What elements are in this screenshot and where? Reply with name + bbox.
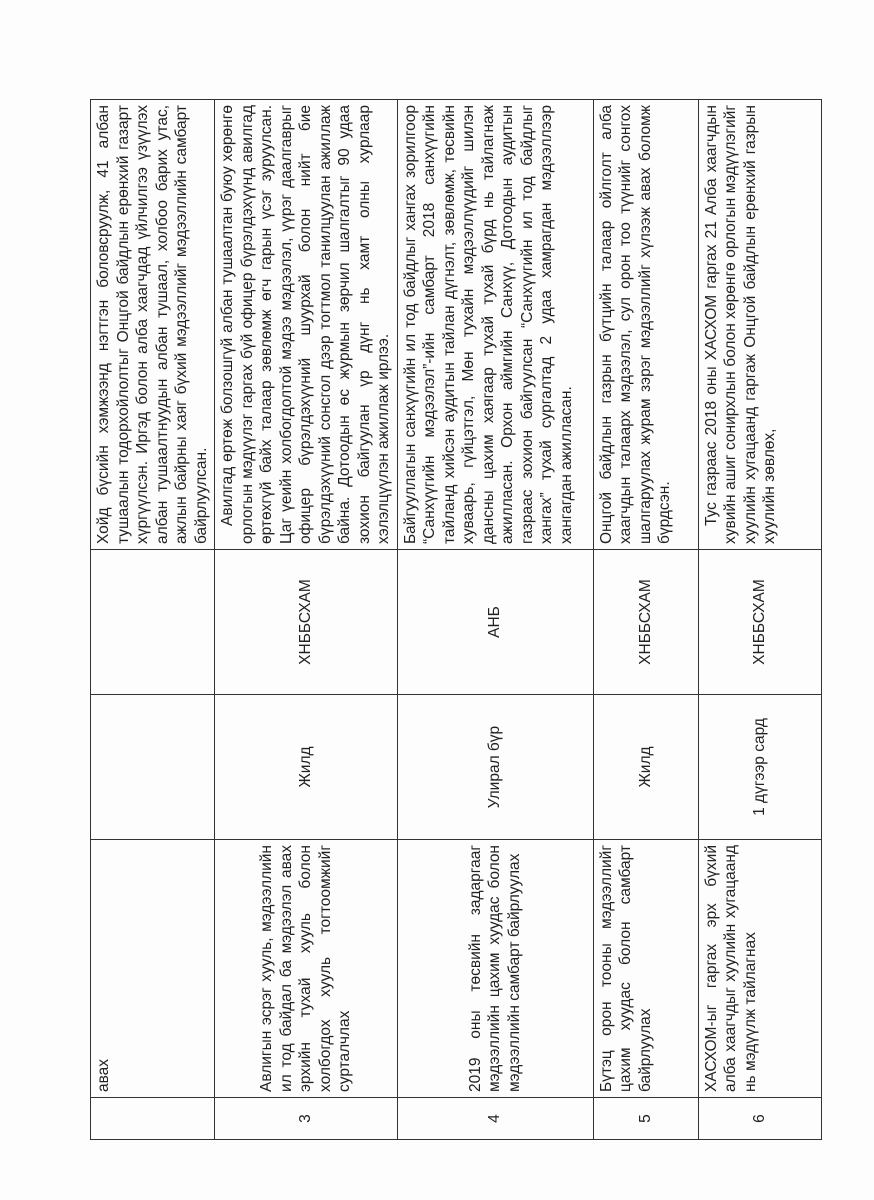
row-number: 3 (215, 1098, 398, 1140)
period-cell: Жилд (215, 695, 398, 840)
activity-cell: Авлигын эсрэг хууль, мэдээллийн ил тод байдал ба мэдээлэл авах эрхийн тухай хууль болон холбогдох хууль тогтоомжийг сурталчлах (215, 840, 398, 1098)
activity-cell: авах (91, 840, 215, 1098)
period-cell: Жилд (593, 695, 698, 840)
table-row (215, 100, 398, 1140)
period-cell (91, 695, 215, 840)
table-row (397, 100, 593, 1140)
row-number (91, 1098, 215, 1140)
table-row (698, 100, 821, 1140)
table-row (593, 100, 698, 1140)
responsible-cell (91, 550, 215, 695)
result-cell: Тус газраас 2018 оны ХАСХОМ гаргах 21 Алба хаагчдын хувийн ашиг сонирхлын болон хөрөнгө орлогын мэдүүлэгийг хуулийн хугацаанд гаргаж Онцгой байдлын ерөнхий газрын хуулийн зөвлөх, (698, 100, 821, 550)
result-cell: Байгууллагын санхүүгийн ил тод байдлыг хангах зорилгоор “Санхүүгийн мэдээлэл”-ийн самбарт 2018 санхүүгийн тайланд хийсэн аудитын тайлан дүгнэлт, зөвлөмж, төсвийн хуваарь, гүйцэтгэл, Мөн тухайн мэдээллүүдийг шилэн дансны цахим хаягаар тухай тухай бүрд нь тайлагнаж ажилласан. Орхон аймгийн Санхүү, Дотоодын аудитын газраас зохион байгуулсан “Санхүүгийн ил тод байдлыг хангах” тухай сургалтад 2 удаа хамрагдан мэдээллээр хангагдан ажилласан. (397, 100, 593, 550)
result-cell: Онцгой байдлын газрын бүтцийн талаар ойлголт алба хаагчдын талаарх мэдээлэл, сул орон тоо түүнийг сонгох шалгаруулах журам зэрэг мэдээллийг хүлээж авах боломж бүрдсэн. (593, 100, 698, 550)
row-number: 5 (593, 1098, 698, 1140)
activity-cell: Бүтэц орон тооны мэдээллийг цахим хуудас болон самбарт байрлуулах (593, 840, 698, 1098)
result-cell: Хойд бүсийн хэмжээнд нэгтгэн боловсруулж, 41 албан тушаалын тодорхойлолтыг Онцгой байдлын ерөнхий газарт хүргүүлсэн. Иргэд болон алба хаагчдад үйлчилгээ үзүүлэх албан тушаалтнуудын албан тушаал, холбоо барих утас, ажлын байрны хаяг бүхий мэдээллийг мэдээллийн самбарт байрлуулсан. (91, 100, 215, 550)
result-cell: Авилгад өртөж болзошгүй албан тушаалтан буюу хөрөнгө орлогын мэдүүлэг гаргах бүй офицер бүрэлдэхүүнд авилгад өртөхгүй байх талаар зөвлөмж өгч гарын үсэг зуруулсан. Цаг үеийн холбогдолтой мэдээ мэдээлэл, үүрэг даалгаврыг офицер бүрэлдэхүүний шуурхай болон нийт бие бүрэлдэхүүний сонсгол дээр тогтмол танилцуулан ажиллаж байна. Дотоодын өс журмын зөрчил шалгалтыг 90 удаа зохион байгуулан үр дүнг нь хамт олны хурлаар хэлэлцүүлэн ажиллаж ирлээ. (215, 100, 398, 550)
responsible-cell: ХНББСХАМ (593, 550, 698, 695)
responsible-cell: ХНББСХАМ (215, 550, 398, 695)
rotated-table-wrapper (90, 100, 800, 1140)
row-number: 6 (698, 1098, 821, 1140)
report-table (90, 99, 822, 1140)
activity-cell: ХАСХОМ-ыг гаргах эрх бүхий алба хаагчдыг хуулийн хугацаанд нь мэдүүлж тайлагнах (698, 840, 821, 1098)
row-number: 4 (397, 1098, 593, 1140)
responsible-cell: ХНББСХАМ (698, 550, 821, 695)
period-cell: 1 дүгээр сард (698, 695, 821, 840)
activity-cell: 2019 оны төсвийн задаргааг мэдээллийн цахим хуудас болон мэдээллийн самбарт байрлуулах (397, 840, 593, 1098)
table-row (91, 100, 215, 1140)
period-cell: Улирал бүр (397, 695, 593, 840)
responsible-cell: АНБ (397, 550, 593, 695)
